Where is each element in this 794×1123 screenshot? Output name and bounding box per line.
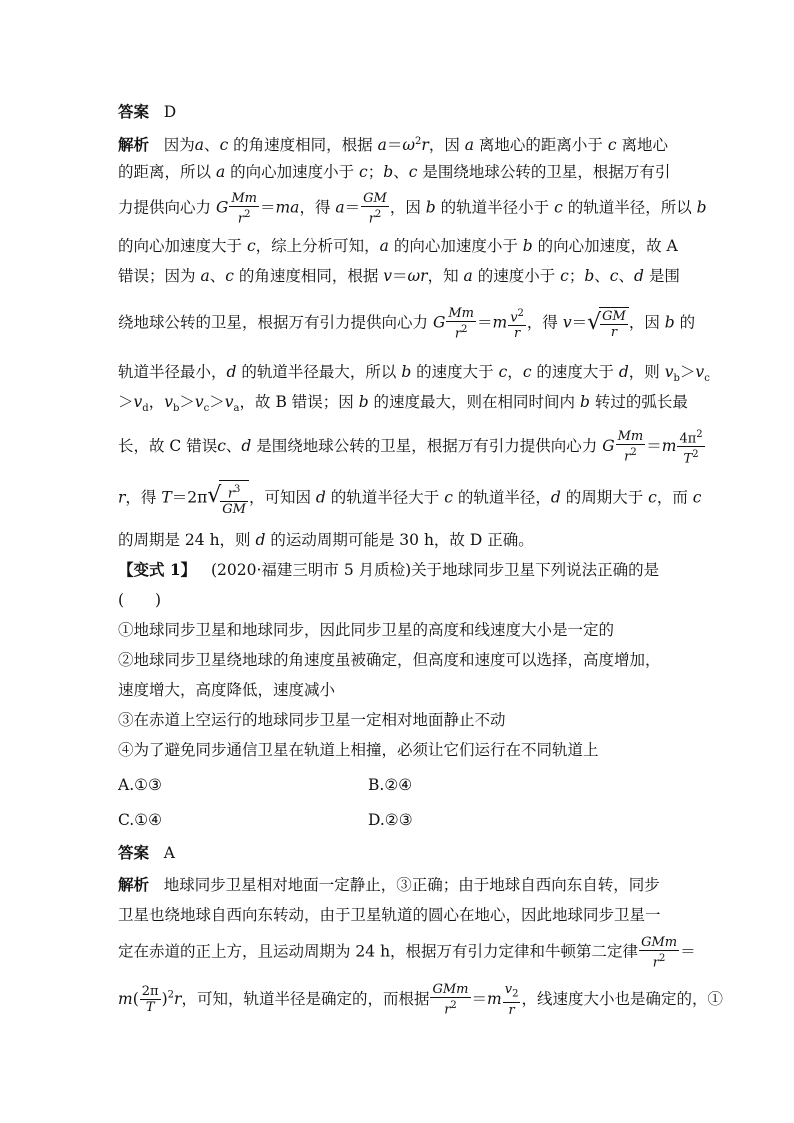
- analysis-line-3: 力提供向心力 G $\frac{Mm}{r^2}$ ＝ma，得 a＝ $\frac{GM}{r^2}$ ，因 b 的轨道半径小于 c 的轨道半径，所以 b: [118, 191, 707, 227]
- answer-value: D: [163, 103, 177, 121]
- statement-1: ①地球同步卫星和地球同步，因此同步卫星的高度和线速度大小是一定的: [118, 621, 615, 639]
- analysis-line-1: 解析 因为a、c 的角速度相同，根据 $a=\omega^2r$，因 a 离地心的距离小于 c 离地心: [118, 135, 668, 155]
- analysis-line-10: r，得 T＝2π √ $\frac{r^3}{GM}$ ，可知因 d 的轨道半径大于 c 的轨道半径，d 的周期大于 c，而 c: [118, 480, 701, 517]
- option-d: D.②③: [368, 811, 413, 829]
- analysis-line-7: 轨道半径最小，d 的轨道半径最大，所以 b 的速度大于 c，c 的速度大于 d，则 $v_b>v_c$: [118, 363, 710, 385]
- analysis-line-2: 的距离，所以 a 的向心加速度小于 c；b、c 是围绕地球公转的卫星，根据万有引: [118, 163, 671, 181]
- statement-3: ③在赤道上空运行的地球同步卫星一定相对地面静止不动: [118, 711, 506, 729]
- analysis-line-6: 绕地球公转的卫星，根据万有引力提供向心力 G $\frac{Mm}{r^2}$ ＝m $\frac{v^2}{r}$ ，得 v＝ √ $\frac{GM}{r}$ ，因 b 的: [118, 306, 696, 342]
- answer-label: 答案: [118, 102, 150, 121]
- statement-4: ④为了避免同步通信卫星在轨道上相撞，必须让它们运行在不同轨道上: [118, 741, 599, 759]
- answer2-label: 答案: [118, 843, 150, 862]
- analysis-line-4: 的向心加速度大于 c，综上分析可知，a 的向心加速度小于 b 的向心加速度，故 A: [118, 237, 678, 255]
- statement-2: ②地球同步卫星绕地球的角速度虽被确定，但高度和速度可以选择，高度增加，: [118, 651, 661, 669]
- variant-label: 【变式 1】: [118, 560, 197, 579]
- variant-source: (2020·福建三明市 5 月质检)关于地球同步卫星下列说法正确的是: [210, 561, 660, 579]
- option-c: C.①④: [118, 811, 163, 829]
- option-b: B.②④: [368, 776, 413, 794]
- variant-blank: ( ): [118, 591, 162, 609]
- statement-2-cont: 速度增大，高度降低，速度减小: [118, 681, 336, 699]
- answer-line-1: [118, 102, 176, 122]
- analysis-line-8: $>v_d$，$v_b>v_c>v_a$，故 B 错误；因 b 的速度最大，则在相同时间内 b 转过的弧长最: [118, 393, 688, 415]
- analysis2-line-4: m( $\frac{2\pi}{T}$ )$^2$r，可知，轨道半径是确定的，而根据 $\frac{\text{GMm}}{r^2}$ ＝m $\frac{v_2}{r}$ ，线速度大小也是确定的，①: [118, 982, 723, 1018]
- option-a: A.①③: [118, 776, 162, 794]
- variant-question-stem: [118, 560, 659, 580]
- analysis-line-11: 的周期是 24 h，则 d 的运动周期可能是 30 h，故 D 正确。: [118, 531, 534, 549]
- analysis2-line-2: 卫星也绕地球自西向东转动，由于卫星轨道的圆心在地心，因此地球同步卫星一: [118, 906, 661, 924]
- analysis-line-5: 错误；因为 a、c 的角速度相同，根据 v＝ωr，知 a 的速度小于 c；b、c、d 是围: [118, 267, 680, 285]
- analysis2-line-3: 定在赤道的正上方，且运动周期为 24 h，根据万有引力定律和牛顿第二定律 $\frac{\text{GMm}}{r^2}$ ＝: [118, 935, 696, 971]
- analysis-label: 解析: [118, 135, 150, 155]
- analysis2-label: 解析: [118, 875, 150, 894]
- analysis-line-9: 长，故 C 错误c、d 是围绕地球公转的卫星，根据万有引力提供向心力 G $\frac{Mm}{r^2}$ ＝m $\frac{4\pi^2}{T^2}$: [118, 429, 703, 467]
- analysis2-line-1: 解析 地球同步卫星相对地面一定静止，③正确；由于地球自西向东自转，同步: [118, 875, 660, 894]
- answer2-value: A: [163, 844, 175, 862]
- answer-line-2: [118, 843, 175, 863]
